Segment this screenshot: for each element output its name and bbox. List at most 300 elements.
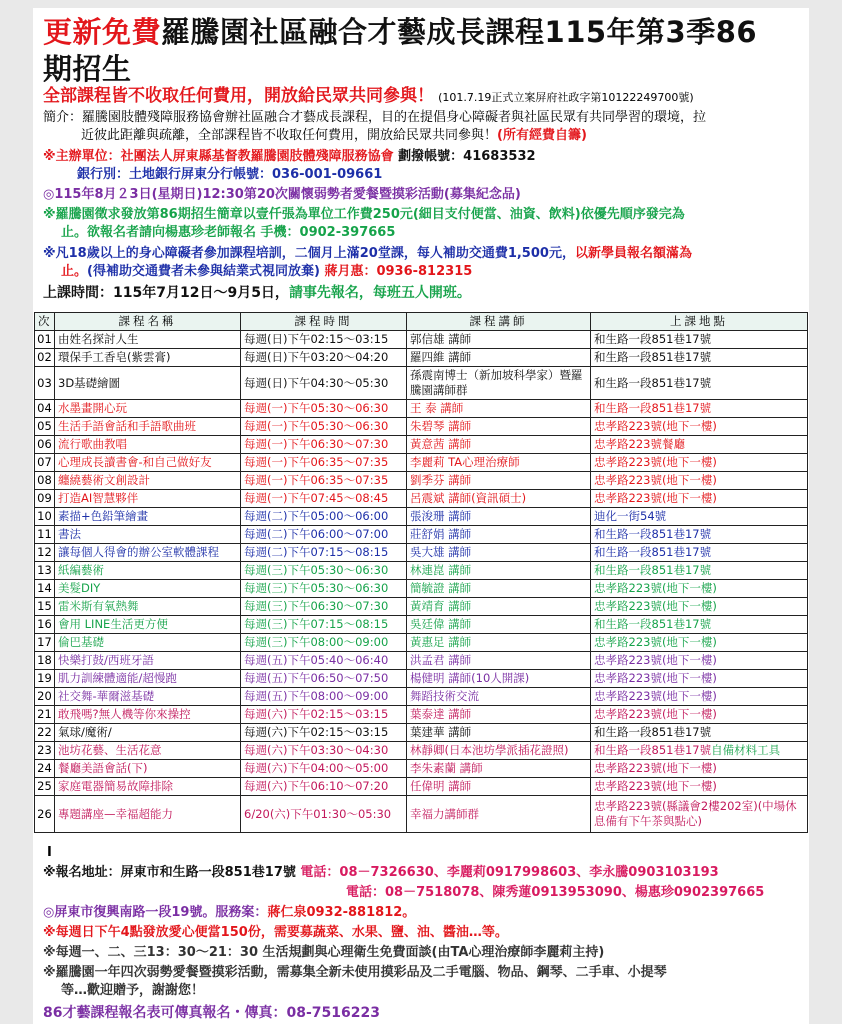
service-contact: 蔣仁泉0932-881812。 (267, 905, 416, 920)
cell-course-time-text: 每週(六)下午02:15～03:15 (244, 725, 389, 739)
cell-place-text: 和生路一段851巷17號 (594, 617, 712, 631)
cell-course-name (55, 742, 241, 760)
cell-place-text: 和生路一段851巷17號 (594, 350, 712, 364)
cell-teacher-text: 黃意茜 講師 (410, 437, 472, 451)
address-line (43, 864, 719, 882)
cell-course-time (241, 724, 407, 742)
flyer-sheet (33, 8, 809, 1024)
cell-place-text: 忠孝路223號(地下一樓) (594, 491, 717, 505)
cell-no-text: 20 (37, 689, 52, 703)
cell-teacher-text: 羅四維 講師 (410, 350, 472, 364)
header-time: 課程時間 (241, 313, 407, 331)
cell-course-name-text: 紙編藝術 (58, 563, 104, 577)
cell-teacher-text: 黃靖育 講師 (410, 599, 472, 613)
cell-course-time (241, 436, 407, 454)
cell-place (591, 760, 808, 778)
cell-teacher-text: 吳廷偉 講師 (410, 617, 472, 631)
table-row (35, 436, 808, 454)
course-table (34, 312, 808, 833)
table-row (35, 688, 808, 706)
cell-teacher-text: 黃惠足 講師 (410, 635, 472, 649)
cell-no-text: 01 (37, 332, 52, 346)
cell-teacher (407, 367, 591, 400)
cell-course-name (55, 598, 241, 616)
cell-place-text: 忠孝路223號(地下一樓) (594, 581, 717, 595)
cell-course-time (241, 418, 407, 436)
cell-place (591, 418, 808, 436)
cell-teacher-text: 王 泰 講師 (410, 401, 464, 415)
cell-course-name-text: 美髮DIY (58, 581, 101, 595)
cell-course-time (241, 706, 407, 724)
cell-no (35, 367, 55, 400)
cell-course-time-text: 每週(五)下午06:50～07:50 (244, 671, 389, 685)
organizer-line (43, 148, 536, 165)
cell-no-text: 22 (37, 725, 52, 739)
cell-teacher (407, 454, 591, 472)
cell-place-text: 和生路一段851巷17號 (594, 527, 712, 541)
cell-no (35, 349, 55, 367)
cell-place-text: 忠孝路223號(地下一樓) (594, 419, 717, 433)
cell-place-text: 忠孝路223號餐廳 (594, 437, 685, 451)
cell-no-text: 16 (37, 617, 52, 631)
cell-course-time-text: 每週(日)下午03:20～04:20 (244, 350, 389, 364)
cell-course-name-text: 素描+色鉛筆繪畫 (58, 509, 149, 523)
cell-course-time-text: 每週(一)下午06:35～07:35 (244, 473, 389, 487)
cell-course-time (241, 598, 407, 616)
cell-no-text: 07 (37, 455, 52, 469)
cell-no-text: 04 (37, 401, 52, 415)
cell-teacher (407, 706, 591, 724)
cell-course-time-text: 每週(三)下午05:30～06:30 (244, 563, 389, 577)
lead-line (43, 88, 694, 106)
cell-course-name-text: 心理成長讀書會-和自己做好友 (58, 455, 212, 469)
cell-course-name-text: 肌力訓練體適能/超慢跑 (58, 671, 177, 685)
course-table-body (35, 331, 808, 833)
cell-teacher-text: 舞蹈技術交流 (410, 689, 479, 703)
cell-course-name (55, 760, 241, 778)
cell-course-name (55, 418, 241, 436)
cell-no-text: 02 (37, 350, 52, 364)
fax-line: 86才藝課程報名表可傳真報名・傳真：08-7516223 (43, 1005, 380, 1021)
donate-line-2: 等…歡迎贈予，謝謝您！ (61, 983, 205, 998)
table-row (35, 562, 808, 580)
cell-course-time (241, 526, 407, 544)
brief-text: 近彼此距離與疏離，全部課程皆不收取任何費用，開放給民眾共同參與！ (81, 128, 498, 143)
address-label: ※報名地址：屏東市和生路一段851巷17號 (43, 865, 296, 880)
cell-place-text: 忠孝路223號(地下一樓) (594, 779, 717, 793)
cell-course-name-text: 餐廳美語會話(下) (58, 761, 148, 775)
cell-place (591, 652, 808, 670)
service-text: ◎屏東市復興南路一段19號。服務案： (43, 905, 268, 920)
header-place: 上課地點 (591, 313, 808, 331)
cell-course-time (241, 454, 407, 472)
table-row (35, 490, 808, 508)
cell-course-time-text: 每週(三)下午05:30～06:30 (244, 581, 389, 595)
organizer-label: ※主辦單位：社團法人屏東縣基督教羅騰園肢體殘障服務協會 (43, 149, 394, 164)
cell-no-text: 08 (37, 473, 52, 487)
cell-course-time-text: 每週(一)下午05:30～06:30 (244, 401, 389, 415)
cell-no (35, 508, 55, 526)
cell-place (591, 616, 808, 634)
cell-no (35, 598, 55, 616)
cell-no (35, 580, 55, 598)
cell-course-time (241, 760, 407, 778)
cell-place (591, 544, 808, 562)
cell-teacher (407, 778, 591, 796)
cell-course-time-text: 每週(一)下午05:30～06:30 (244, 419, 389, 433)
cell-place (591, 490, 808, 508)
cell-course-name-text: 流行歌曲教唱 (58, 437, 127, 451)
cell-course-name (55, 331, 241, 349)
cell-no (35, 331, 55, 349)
cell-teacher-text: 朱碧琴 講師 (410, 419, 472, 433)
table-row (35, 778, 808, 796)
cell-course-time (241, 670, 407, 688)
cell-no (35, 652, 55, 670)
cell-course-time (241, 490, 407, 508)
cell-teacher-text: 張浚珊 講師 (410, 509, 472, 523)
table-row (35, 760, 808, 778)
table-row (35, 670, 808, 688)
period-text: 上課時間：115年7月12日～9月5日， (43, 285, 289, 301)
cell-course-name-text: 生活手語會話和手語歌曲班 (58, 419, 196, 433)
cell-no-text: 03 (37, 375, 52, 390)
cell-course-time (241, 742, 407, 760)
cell-course-time-text: 每週(三)下午08:00～09:00 (244, 635, 389, 649)
subsidy-note: (得補助交通費者未參與結業式視同放棄) (87, 264, 320, 279)
table-row (35, 331, 808, 349)
cell-course-name (55, 580, 241, 598)
cell-course-name (55, 490, 241, 508)
cell-course-time-text: 每週(一)下午07:45～08:45 (244, 491, 389, 505)
table-row (35, 526, 808, 544)
cell-teacher-text: 幸福力講師群 (410, 806, 479, 821)
cell-teacher-text: 林靜卿(日本池坊學派插花證照) (410, 743, 569, 757)
cell-no (35, 688, 55, 706)
cell-place (591, 472, 808, 490)
cell-place-text: 忠孝路223號(地下一樓) (594, 761, 717, 775)
cell-course-name-text: 纏繞藝術文創設計 (58, 473, 150, 487)
cell-course-time-text: 6/20(六)下午01:30～05:30 (244, 806, 392, 821)
cell-place-text: 迪化一街54號 (594, 509, 667, 523)
cell-place (591, 349, 808, 367)
cell-no (35, 796, 55, 833)
cell-teacher-text: 林連崑 講師 (410, 563, 472, 577)
cell-teacher (407, 760, 591, 778)
bank-line: 銀行別：土地銀行屏東分行帳號：036-001-09661 (77, 167, 383, 182)
cell-course-name (55, 616, 241, 634)
cell-course-name-text: 快樂打鼓/西班牙語 (58, 653, 154, 667)
cell-no (35, 562, 55, 580)
table-row (35, 616, 808, 634)
cell-course-name (55, 367, 241, 400)
header-teacher: 課程講師 (407, 313, 591, 331)
cell-teacher (407, 580, 591, 598)
cell-course-name (55, 544, 241, 562)
cell-course-name (55, 634, 241, 652)
cell-teacher-text: 李朱素蘭 講師 (410, 761, 483, 775)
cell-place (591, 796, 808, 833)
title-text: 羅騰園社區融合才藝成長課程115年第3季86期招生 (43, 15, 758, 86)
cell-no-text: 05 (37, 419, 52, 433)
cell-course-time-text: 每週(二)下午05:00～06:00 (244, 509, 389, 523)
cell-no-text: 14 (37, 581, 52, 595)
subsidy-line-2 (61, 263, 472, 280)
cell-teacher (407, 562, 591, 580)
cell-place (591, 598, 808, 616)
cell-no-text: 24 (37, 761, 52, 775)
cell-no-text: 09 (37, 491, 52, 505)
brief-line-2 (81, 127, 587, 144)
cell-course-name-text: 會用 LINE生活更方便 (58, 617, 168, 631)
table-row (35, 349, 808, 367)
event-line: ◎115年8月２3日(星期日)12:30第20次關懷弱勢者愛餐暨摸彩活動(募集紀念品) (43, 187, 521, 202)
cell-course-time (241, 634, 407, 652)
cell-no (35, 778, 55, 796)
cell-no (35, 400, 55, 418)
table-row (35, 652, 808, 670)
page-title (43, 14, 783, 88)
cell-course-time (241, 580, 407, 598)
cell-course-time (241, 652, 407, 670)
cell-place-text: 忠孝路223號(地下一樓) (594, 473, 717, 487)
period-note: 請事先報名，每班五人開班。 (288, 285, 471, 301)
cell-no-text: 17 (37, 635, 52, 649)
cell-course-time-text: 每週(五)下午08:00～09:00 (244, 689, 389, 703)
table-row (35, 367, 808, 400)
cell-course-name (55, 349, 241, 367)
recruit-line-1: ※羅騰園徵求發放第86期招生簡章以壹仟張為單位工作費250元(細目支付便當、油資、飲料)依優先順序發完為 (43, 207, 685, 222)
table-row (35, 598, 808, 616)
cell-place (591, 778, 808, 796)
cell-place-text: 和生路一段851巷17號 (594, 401, 712, 415)
cell-course-name (55, 454, 241, 472)
cell-course-time-text: 每週(六)下午02:15～03:15 (244, 707, 389, 721)
lead-text: 全部課程皆不收取任何費用，開放給民眾共同參與！ (43, 86, 434, 106)
table-row (35, 742, 808, 760)
cell-no-text: 10 (37, 509, 52, 523)
cell-course-time-text: 每週(日)下午04:30～05:30 (244, 375, 389, 390)
cell-no (35, 418, 55, 436)
cell-course-name-text: 3D基礎繪圖 (58, 375, 121, 390)
cell-course-time-text: 每週(一)下午06:30～07:30 (244, 437, 389, 451)
cell-course-time (241, 544, 407, 562)
cell-place-text: 和生路一段851巷17號 (594, 375, 712, 390)
cell-course-time-text: 每週(六)下午03:30～04:30 (244, 743, 389, 757)
cell-course-name (55, 652, 241, 670)
header-name: 課程名稱 (55, 313, 241, 331)
cell-teacher (407, 508, 591, 526)
cell-course-name (55, 778, 241, 796)
cell-no (35, 616, 55, 634)
cell-place (591, 526, 808, 544)
cell-teacher-text: 葉建華 講師 (410, 725, 472, 739)
cell-teacher-text: 吳大雄 講師 (410, 545, 472, 559)
cell-teacher (407, 544, 591, 562)
table-row (35, 706, 808, 724)
cell-course-name (55, 724, 241, 742)
period-line (43, 285, 471, 302)
cell-course-name-text: 由姓名探討人生 (58, 332, 139, 346)
cell-teacher (407, 652, 591, 670)
cell-place (591, 508, 808, 526)
lunch-line: ※每週日下午4點發放愛心便當150份，需要募蔬菜、水果、鹽、油、醬油…等。 (43, 925, 508, 940)
cell-no-text: 15 (37, 599, 52, 613)
cell-course-name (55, 688, 241, 706)
cell-place-text: 忠孝路223號(縣議會2樓202室)(中場休息備有下午茶與點心) (594, 799, 797, 828)
cell-no-text: 18 (37, 653, 52, 667)
cell-place (591, 400, 808, 418)
subsidy-end: 止。 (61, 264, 88, 279)
organizer-account: 劃撥帳號：41683532 (398, 149, 536, 164)
cell-place-text: 和生路一段851巷17號 (594, 545, 712, 559)
cell-teacher-text: 洪孟君 講師 (410, 653, 472, 667)
cell-teacher (407, 724, 591, 742)
subsidy-contact: 蔣月惠：0936-812315 (324, 264, 473, 279)
brief-line-1: 簡介：羅騰園肢體殘障服務協會辦社區融合才藝成長課程，目的在提倡身心障礙者與社區民眾有共同學習的環境，拉 (43, 110, 707, 125)
cell-no (35, 472, 55, 490)
cell-course-name (55, 508, 241, 526)
cell-place-text: 忠孝路223號(地下一樓) (594, 635, 717, 649)
cell-course-name-text: 雷米斯有氧熱舞 (58, 599, 139, 613)
donate-line-1: ※羅騰園一年四次弱勢愛餐暨摸彩活動，需募集全新未使用摸彩品及二手電腦、物品、鋼琴、二手車、小提琴 (43, 965, 667, 980)
cell-place-text: 忠孝路223號(地下一樓) (594, 707, 717, 721)
cell-course-time-text: 每週(六)下午06:10～07:20 (244, 779, 389, 793)
subsidy-blue: ※凡18歲以上的身心障礙者參加課程培訓，二個月上滿20堂課，每人補助交通費1,500元， (43, 246, 575, 261)
cell-teacher (407, 400, 591, 418)
cell-course-time (241, 616, 407, 634)
cell-teacher (407, 688, 591, 706)
subsidy-line-1 (43, 245, 692, 262)
cell-course-time (241, 367, 407, 400)
cell-course-name-text: 倫巴基礎 (58, 635, 104, 649)
cell-teacher (407, 331, 591, 349)
cell-place (591, 367, 808, 400)
cell-no-text: 26 (37, 806, 52, 821)
cell-teacher-text: 劉季芬 講師 (410, 473, 472, 487)
title-highlight: 更新免費 (43, 15, 162, 49)
cell-course-time (241, 562, 407, 580)
table-row (35, 454, 808, 472)
cell-teacher (407, 598, 591, 616)
recruit-line-2: 止。欲報名者請向楊惠珍老師報名 手機：0902-397665 (61, 225, 396, 240)
cell-place (591, 634, 808, 652)
cell-teacher-text: 莊舒娟 講師 (410, 527, 472, 541)
phones-1: 電話：08－7326630、李麗莉0917998603、李永騰0903103193 (300, 865, 719, 880)
cell-course-time-text: 每週(六)下午04:00～05:00 (244, 761, 389, 775)
counsel-line: ※每週一、二、三13：30～21：30 生活規劃與心理衛生免費面談(由TA心理治療師李麗莉主持) (43, 945, 605, 960)
cell-teacher-text: 李麗莉 TA心理治療師 (410, 455, 520, 469)
table-row (35, 544, 808, 562)
cell-course-name (55, 796, 241, 833)
cell-place (591, 688, 808, 706)
cell-teacher (407, 490, 591, 508)
cell-no (35, 742, 55, 760)
table-row (35, 400, 808, 418)
brief-red: (所有經費自籌) (497, 128, 587, 143)
cell-no-text: 13 (37, 563, 52, 577)
cell-course-name (55, 472, 241, 490)
cell-course-name (55, 400, 241, 418)
table-header-row (35, 313, 808, 331)
cell-course-name-text: 池坊花藝、生活花意 (58, 743, 162, 757)
cell-no-text: 06 (37, 437, 52, 451)
cell-no (35, 544, 55, 562)
cell-course-time (241, 796, 407, 833)
table-row (35, 724, 808, 742)
cell-teacher (407, 796, 591, 833)
cell-course-time (241, 688, 407, 706)
cell-course-name-text: 書法 (58, 527, 81, 541)
cell-place (591, 580, 808, 598)
cell-no (35, 436, 55, 454)
table-row (35, 418, 808, 436)
cell-teacher-text: 呂震斌 講師(資訊碩士) (410, 491, 527, 505)
cell-no-text: 23 (37, 743, 52, 757)
cell-teacher (407, 670, 591, 688)
cell-no (35, 706, 55, 724)
cell-course-time (241, 778, 407, 796)
cell-place (591, 706, 808, 724)
cell-teacher (407, 634, 591, 652)
phones-2: 電話：08－7518078、陳秀蓮0913953090、楊惠珍0902397665 (346, 885, 765, 900)
cell-course-time-text: 每週(二)下午07:15～08:15 (244, 545, 389, 559)
cell-teacher-text: 郭信雄 講師 (410, 332, 472, 346)
cell-course-time-text: 每週(二)下午06:00～07:00 (244, 527, 389, 541)
cell-course-name-text: 環保手工香皂(紫雲膏) (58, 350, 171, 364)
cell-place-text: 忠孝路223號(地下一樓) (594, 689, 717, 703)
cell-teacher (407, 418, 591, 436)
cell-course-name (55, 562, 241, 580)
cell-place-extra: 自備材料工具 (711, 743, 781, 757)
cell-place-text: 和生路一段851巷17號 (594, 563, 712, 577)
cell-teacher (407, 436, 591, 454)
cell-course-time-text: 每週(一)下午06:35～07:35 (244, 455, 389, 469)
cell-no (35, 760, 55, 778)
cell-no (35, 724, 55, 742)
cell-no-text: 25 (37, 779, 52, 793)
cell-teacher (407, 742, 591, 760)
cell-teacher-text: 葉泰達 講師 (410, 707, 472, 721)
divider-mark: I (47, 845, 52, 860)
cell-place (591, 331, 808, 349)
cell-place-text: 和生路一段851巷17號 (594, 332, 712, 346)
table-row (35, 796, 808, 833)
cell-place-text: 忠孝路223號(地下一樓) (594, 671, 717, 685)
cell-place (591, 742, 808, 760)
cell-course-time-text: 每週(日)下午02:15～03:15 (244, 332, 389, 346)
cell-course-name (55, 670, 241, 688)
cell-place (591, 436, 808, 454)
cell-no (35, 634, 55, 652)
cell-place-text: 忠孝路223號(地下一樓) (594, 455, 717, 469)
cell-teacher-text: 簡毓證 講師 (410, 581, 472, 595)
cell-place (591, 454, 808, 472)
cell-course-name-text: 敢飛嗎?無人機等你來操控 (58, 707, 191, 721)
cell-course-name-text: 水墨畫開心玩 (58, 401, 127, 415)
cell-no (35, 454, 55, 472)
cell-no (35, 490, 55, 508)
cell-place (591, 724, 808, 742)
table-row (35, 472, 808, 490)
cell-course-time (241, 349, 407, 367)
header-no: 次 (35, 313, 55, 331)
cell-course-time (241, 400, 407, 418)
cell-place-text: 忠孝路223號(地下一樓) (594, 599, 717, 613)
cell-teacher-text: 孫震南博士（新加坡科學家）暨羅騰園講師群 (410, 368, 583, 397)
cell-course-time (241, 472, 407, 490)
cell-place (591, 670, 808, 688)
